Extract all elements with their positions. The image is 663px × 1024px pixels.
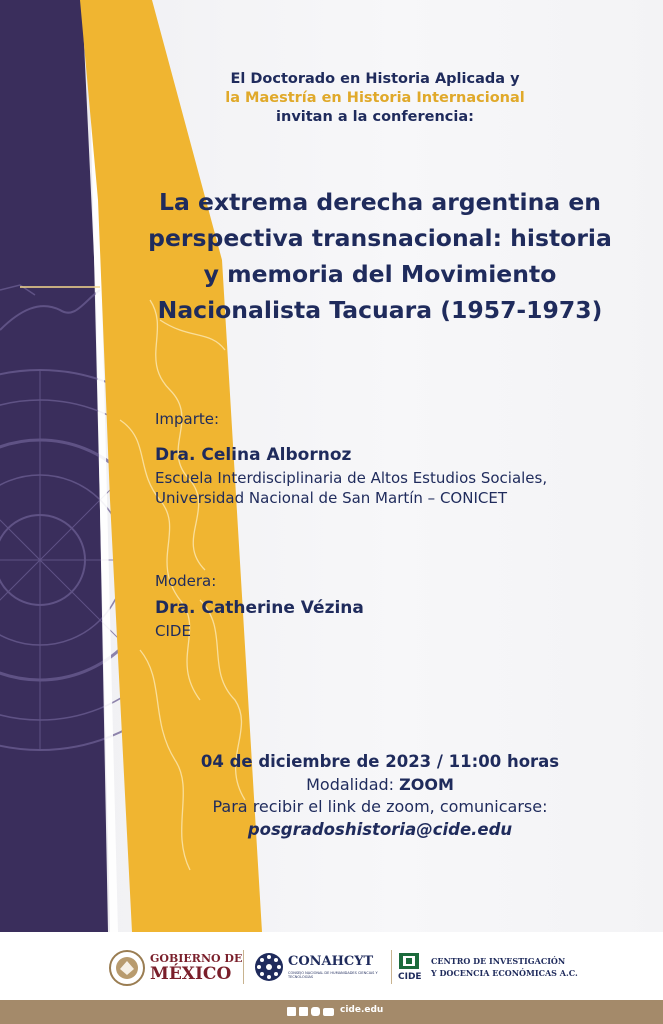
twitter-icon[interactable] (299, 1007, 308, 1016)
event-title (110, 184, 650, 328)
footer-logos (0, 932, 663, 1000)
intro-line-3: invitan a la conferencia: (276, 109, 474, 125)
modality-value: ZOOM (399, 775, 454, 794)
footer-divider-1 (243, 950, 244, 984)
instagram-icon[interactable] (311, 1007, 320, 1016)
event-link-note: Para recibir el link de zoom, comunicarse: (212, 797, 548, 816)
speaker-label: Imparte: (155, 410, 220, 428)
speaker-name: Dra. Celina Albornoz (155, 445, 352, 465)
speaker-affiliation-1: Escuela Interdisciplinaria de Altos Estudios Sociales, (155, 469, 548, 487)
eagle-seal-icon (108, 949, 146, 987)
event-modality (140, 775, 620, 794)
speaker-affiliation-2: Universidad Nacional de San Martín – CONICET (155, 489, 507, 507)
contact-email[interactable]: posgradoshistoria@cide.edu (247, 820, 513, 839)
footer-divider-2 (391, 950, 392, 984)
intro-line-1: El Doctorado en Historia Aplicada y (230, 71, 520, 87)
facebook-icon[interactable] (287, 1007, 296, 1016)
event-datetime: 04 de diciembre de 2023 / 11:00 horas (200, 752, 560, 771)
youtube-icon[interactable] (323, 1008, 334, 1016)
moderator-name: Dra. Catherine Vézina (155, 598, 364, 618)
cide-line-1: CENTRO DE INVESTIGACIÓN (431, 956, 566, 966)
gob-line-2: MÉXICO (150, 964, 232, 984)
title-line-1: La extrema derecha argentina en (158, 188, 602, 216)
cide-short: CIDE (398, 972, 422, 982)
social-bar (0, 1000, 663, 1024)
moderator-label: Modera: (155, 572, 217, 590)
title-line-2: perspectiva transnacional: historia (148, 224, 612, 252)
modality-label: Modalidad: (306, 775, 400, 794)
conahcyt-logo-icon (254, 952, 284, 982)
cide-line-2: Y DOCENCIA ECONÓMICAS A.C. (431, 968, 578, 978)
website-link[interactable]: cide.edu (340, 1005, 384, 1015)
conahcyt-name: CONAHCYT (288, 954, 374, 969)
title-line-4: Nacionalista Tacuara (1957-1973) (157, 296, 603, 324)
title-line-3: y memoria del Movimiento (203, 260, 557, 288)
cide-logo-icon (398, 952, 420, 970)
intro-line-2: la Maestría en Historia Internacional (225, 90, 525, 106)
conahcyt-subtitle: CONSEJO NACIONAL DE HUMANIDADES CIENCIAS Y TECNOLOGÍAS (288, 971, 378, 979)
gob-line-1: GOBIERNO DE (150, 952, 243, 965)
moderator-affiliation: CIDE (155, 622, 191, 640)
